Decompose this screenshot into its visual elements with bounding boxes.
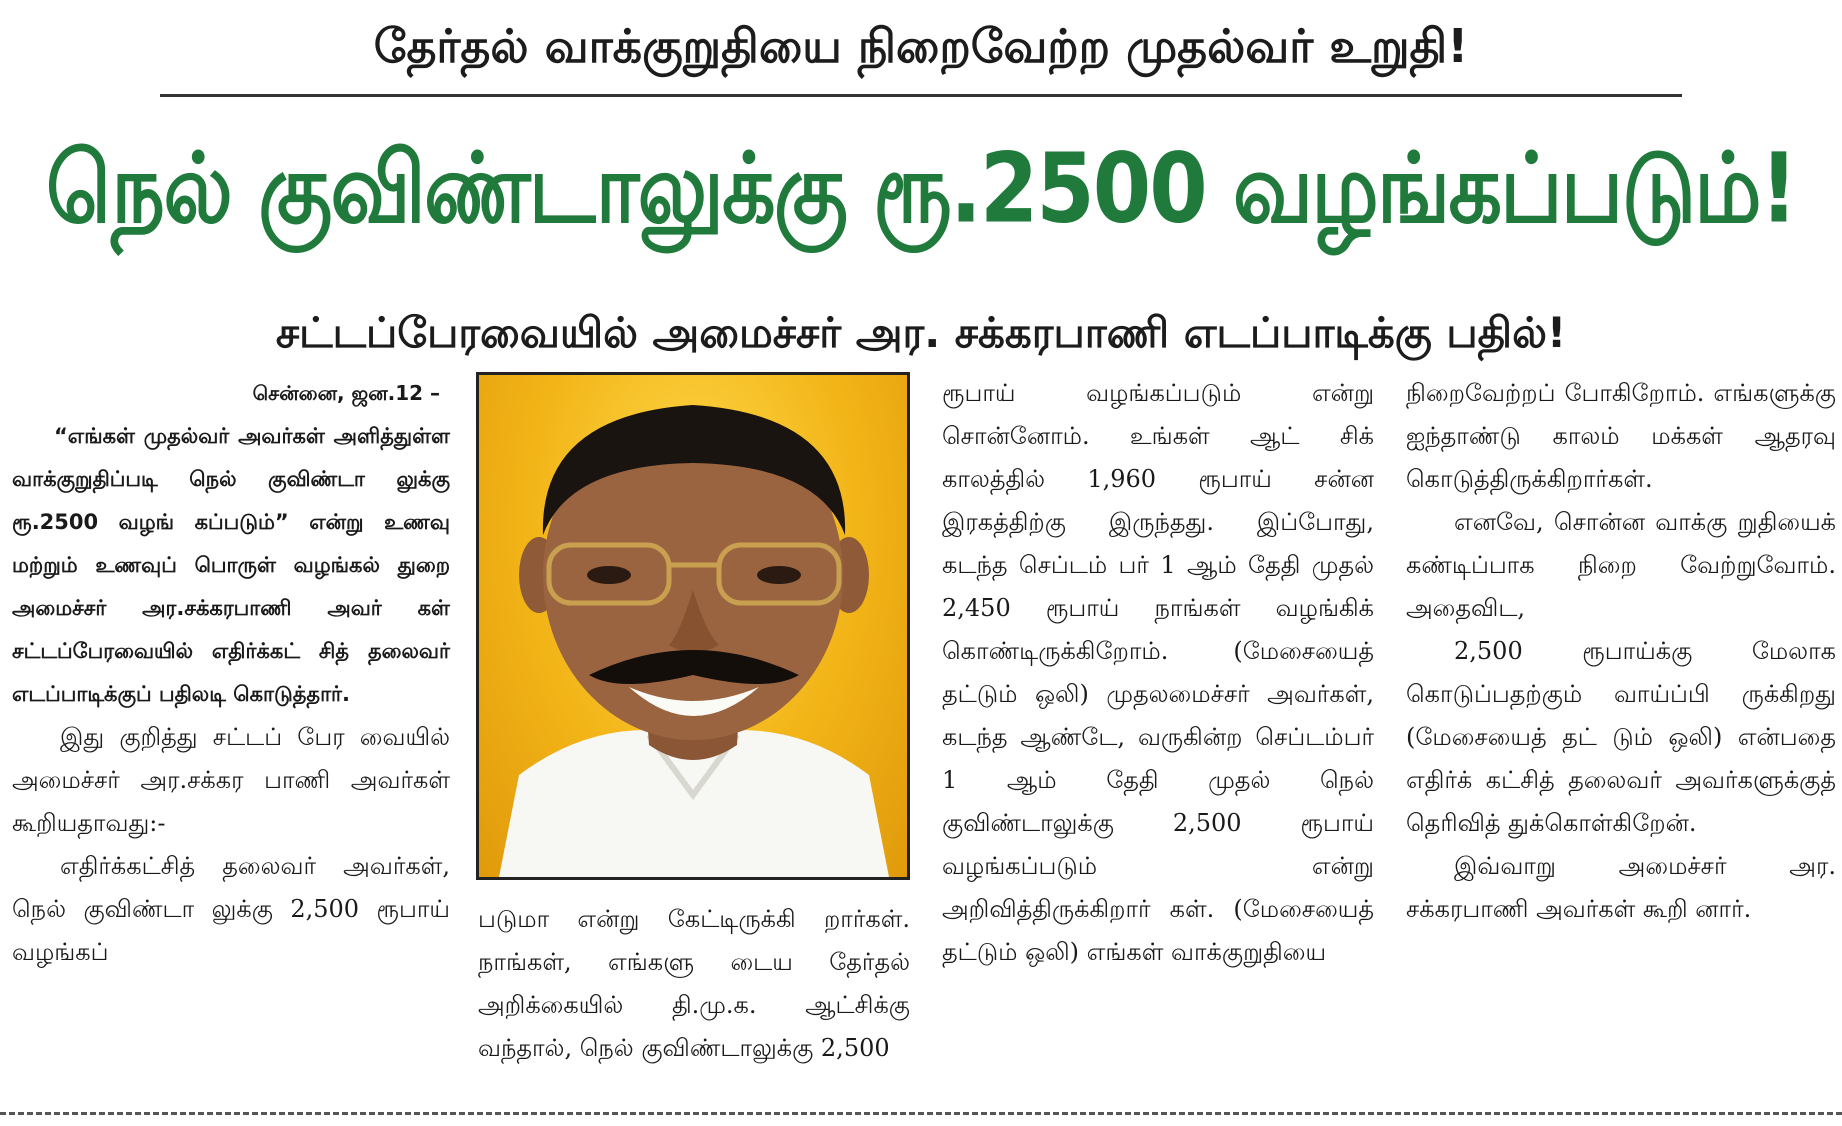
dateline: சென்னை, ஜன.12 –: [252, 381, 440, 405]
article-column-2: [478, 898, 910, 1070]
column-4-paragraph-4: இவ்வாறு அமைச்சர் அர. சக்கரபாணி அவர்கள் கூறி னார்.: [1406, 852, 1836, 923]
article-column-4: [1406, 372, 1836, 931]
column-3-paragraph: ரூபாய் வழங்கப்படும் என்று சொன்னோம். உங்கள் ஆட் சிக் காலத்தில் 1,960 ரூபாய் சன்ன இரகத்திற்கு இருந்தது. இப்போது, கடந்த செப்டம் பர் 1 ஆம் தேதி முதல் 2,450 ரூபாய் நாங்கள் வழங்கிக் கொண்டிருக்கிறோம். (மேசையைத் தட்டும் ஒலி) முதலமைச்சர் அவர்கள், கடந்த ஆண்டே, வருகின்ற செப்டம்பர் 1 ஆம் தேதி முதல் நெல் குவிண்டாலுக்கு 2,500 ரூபாய் வழங்கப்படும் என்று அறிவித்திருக்கிறார் கள். (மேசையைத் தட்டும் ஒலி) எங்கள் வாக்குறுதியை: [942, 379, 1374, 966]
bottom-dashed-rule: [0, 1112, 1842, 1115]
kicker-headline: தேர்தல் வாக்குறுதியை நிறைவேற்ற முதல்வர் உறுதி!: [373, 19, 1469, 73]
minister-portrait-photo: [476, 372, 910, 880]
portrait-illustration: [479, 375, 907, 877]
lead-paragraph: “எங்கள் முதல்வர் அவர்கள் அளித்துள்ள வாக்குறுதிப்படி நெல் குவிண்டா லுக்கு ரூ.2500 வழங் கப்படும்” என்று உணவு மற்றும் உணவுப் பொருள் வழங்கல் துறை அமைச்சர் அர.சக்கரபாணி அவர் கள் சட்டப்பேரவையில் எதிர்க்கட் சித் தலைவர் எடப்பாடிக்குப் பதிலடி கொடுத்தார்.: [12, 424, 450, 706]
column-1-paragraph-3: எதிர்க்கட்சித் தலைவர் அவர்கள், நெல் குவிண்டா லுக்கு 2,500 ரூபாய் வழங்கப்: [12, 852, 450, 966]
sub-headline: சட்டப்பேரவையில் அமைச்சர் அர. சக்கரபாணி எடப்பாடிக்கு பதில்!: [275, 308, 1567, 357]
article-column-1: [12, 372, 450, 974]
article-column-3: [942, 372, 1374, 974]
column-1-paragraph-2: இது குறித்து சட்டப் பேர வையில் அமைச்சர் அர.சக்கர பாணி அவர்கள் கூறியதாவது:-: [12, 723, 450, 837]
column-4-paragraph-3: 2,500 ரூபாய்க்கு மேலாக கொடுப்பதற்கும் வாய்ப்பி ருக்கிறது (மேசையைத் தட் டும் ஒலி) என்பதை எதிர்க் கட்சித் தலைவர் அவர்களுக்குத் தெரிவித் துக்கொள்கிறேன்.: [1406, 637, 1836, 837]
kicker-underline: [160, 94, 1682, 97]
column-4-paragraph-1: நிறைவேற்றப் போகிறோம். எங்களுக்கு ஐந்தாண்டு காலம் மக்கள் ஆதரவு கொடுத்திருக்கிறார்கள்.: [1406, 379, 1836, 493]
main-headline: நெல் குவிண்டாலுக்கு ரூ.2500 வழங்கப்படும்!: [45, 131, 1797, 245]
column-2-paragraph: படுமா என்று கேட்டிருக்கி றார்கள். நாங்கள், எங்களு டைய தேர்தல் அறிக்கையில் தி.மு.க. ஆட்சிக்கு வந்தால், நெல் குவிண்டாலுக்கு 2,500: [478, 905, 910, 1062]
column-4-paragraph-2: எனவே, சொன்ன வாக்கு றுதியைக் கண்டிப்பாக நிறை வேற்றுவோம். அதைவிட,: [1406, 508, 1836, 622]
